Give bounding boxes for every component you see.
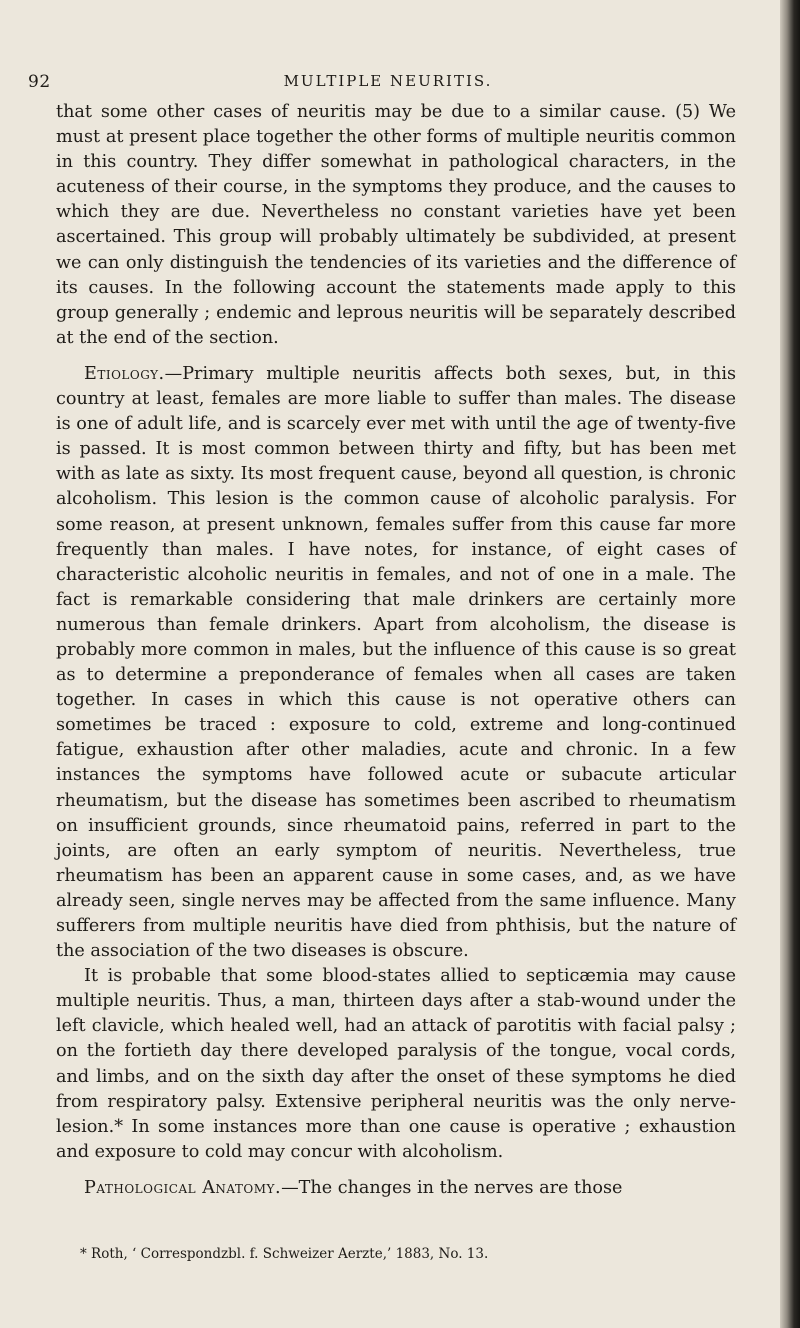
section-heading-pathological-anatomy: Pathological Anatomy.: [84, 1177, 282, 1198]
etiology-text: —Primary multiple neuritis affects both sexes, but, in this country at least, females are more liable to suffer than males. The disease is one of adult life, and is scarcely ever met with until the age of twenty-five is passed. It is most common between thirty and fifty, but has been met with as late as sixty. Its most frequent cause, beyond all question, is chronic alcoholism. This lesion is the common cause of alcoholic paralysis. For some reason, at present unknown, females suffer from this cause far more frequently than males. I have notes, for instance, of eight cases of characteristic alcoholic neuritis in females, and not of one in a male. The fact is remarkable considering that male drinkers are certainly more numerous than female drinkers. Apart from alcoholism, the disease is probably more common in males, but the influence of this cause is so great as to determine a preponderance of females when all cases are taken together. In cases in which this cause is not operative others can sometimes be traced : exposure to cold, extreme and long-continued fatigue, exhaustion after other maladies, acute and chronic. In a few instances the symptoms have followed acute or subacute articular rheumatism, but the disease has sometimes been ascribed to rheumatism on insufficient grounds, since rheumatoid pains, referred in part to the joints, are often an early symptom of neuritis. Nevertheless, true rheumatism has been an apparent cause in some cases, and, as we have already seen, single nerves may be affected from the same influence. Many sufferers from multiple neuritis have died from phthisis, but the nature of the association of the two diseases is obscure.: [56, 363, 736, 962]
footnote: * Roth, ‘ Correspondzbl. f. Schweizer Aerzte,’ 1883, No. 13.: [80, 1246, 489, 1262]
paragraph-pathological-anatomy: [56, 1176, 736, 1201]
page-header: [28, 72, 748, 96]
section-heading-etiology: Etiology.: [84, 363, 165, 384]
paragraph-multiple-neuritis-forms: that some other cases of neuritis may be due to a similar cause. (5) We must at present place together the other forms of multiple neuritis common in this country. They differ somewhat in pathological characters, in the acuteness of their course, in the symptoms they produce, and the causes to which they are due. Nevertheless no constant varieties have yet been ascertained. This group will probably ultimately be subdivided, at present we can only distinguish the tendencies of its varieties and the difference of its causes. In the following account the statements made apply to this group generally ; endemic and leprous neuritis will be separately described at the end of the section.: [56, 102, 736, 348]
running-title: MULTIPLE NEURITIS.: [283, 72, 493, 90]
paragraph-etiology: [56, 362, 736, 964]
pathological-anatomy-text: —The changes in the nerves are those: [281, 1177, 623, 1198]
page-number: 92: [28, 72, 51, 92]
body-text: [56, 100, 736, 1201]
paragraph-septicaemia: It is probable that some blood-states allied to septicæmia may cause multiple neuritis. Thus, a man, thirteen days after a stab-wound under the left clavicle, which healed well, had an attack of parotitis with facial palsy ; on the fortieth day there developed paralysis of the tongue, vocal cords, and limbs, and on the sixth day after the onset of these symptoms he died from respiratory palsy. Extensive peripheral neuritis was the only nerve-lesion.* In some instances more than one cause is operative ; exhaustion and exposure to cold may concur with alcoholism.: [56, 966, 736, 1162]
page-edge-shadow: [780, 0, 800, 1328]
